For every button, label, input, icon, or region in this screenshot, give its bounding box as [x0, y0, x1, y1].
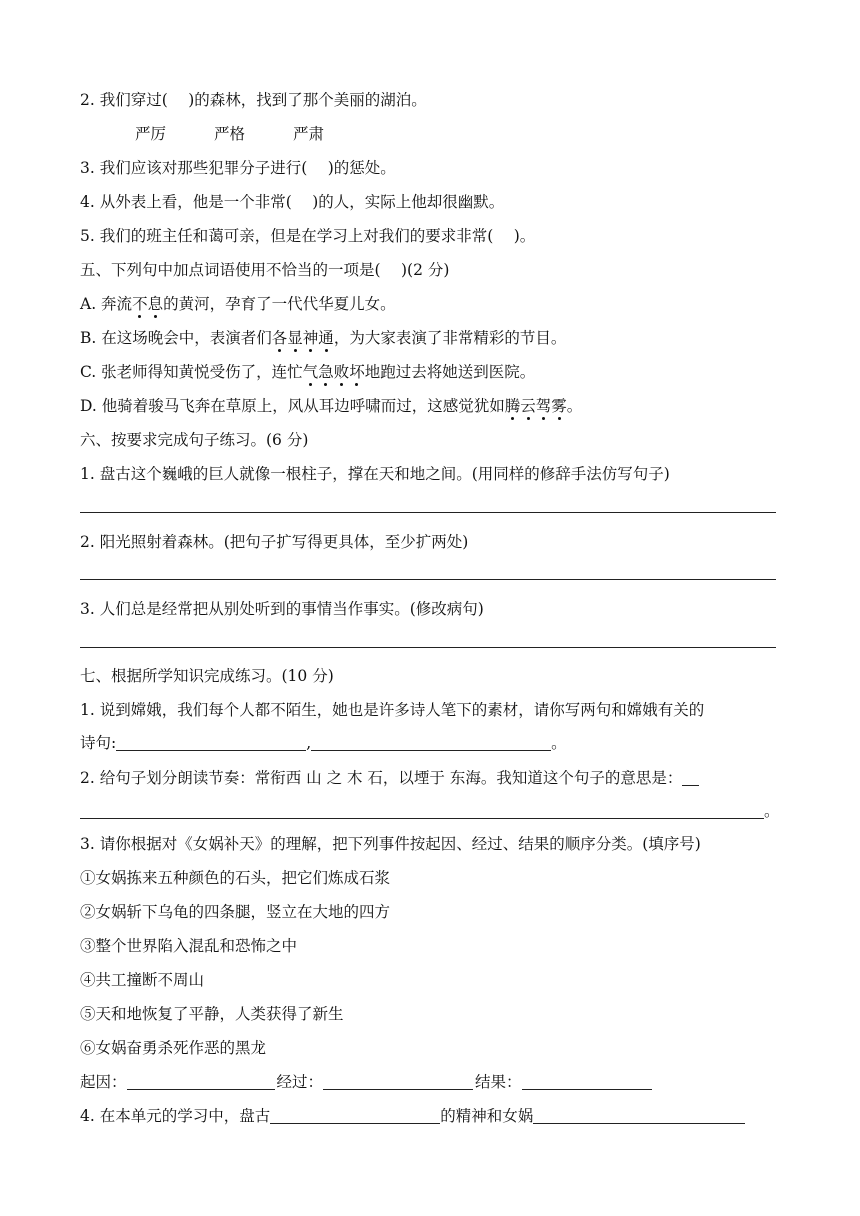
poem-blank-2[interactable]	[311, 734, 551, 751]
section-5-title: 五、下列句中加点词语使用不恰当的一项是( )(2 分)	[80, 261, 450, 279]
answer-blank[interactable]	[168, 91, 188, 109]
section-6-q3: 3. 人们总是经常把从别处听到的事情当作事实。(修改病句)	[80, 600, 484, 618]
dotted-char: 驾	[535, 397, 552, 415]
section-6-q2: 2. 阳光照射着森林。(把句子扩写得更具体，至少扩两处)	[80, 533, 469, 551]
section-7-q3: 3. 请你根据对《女娲补天》的理解，把下列事件按起因、经过、结果的顺序分类。(填序号)	[80, 835, 701, 853]
sequence-answer-row: 起因： 经过： 结果：	[80, 1072, 652, 1092]
event-item: ③整个世界陷入混乱和恐怖之中	[80, 937, 298, 955]
dotted-char: 气	[302, 363, 319, 381]
question-2: 2. 我们穿过( )的森林，找到了那个美丽的湖泊。	[80, 91, 427, 109]
answer-blank[interactable]	[307, 159, 327, 177]
section-7-q1-line1: 1. 说到嫦娥，我们每个人都不陌生，她也是许多诗人笔下的素材，请你写两句和嫦娥有关的	[80, 701, 705, 719]
answer-line[interactable]	[80, 579, 776, 580]
word-options	[135, 124, 372, 144]
answer-blank[interactable]	[292, 193, 312, 211]
event-item: ①女娲拣来五种颜色的石头，把它们炼成石浆	[80, 869, 391, 887]
question-5: 5. 我们的班主任和蔼可亲，但是在学习上对我们的要求非常( )。	[80, 227, 536, 245]
dotted-char: 雾	[551, 397, 567, 415]
result-blank[interactable]	[522, 1073, 652, 1090]
option-word: 严厉	[135, 125, 167, 143]
section-7-q2-line1: 2. 给句子划分朗读节奏：常衔西 山 之 木 石，以堙于 东海。我知道这个句子的意思是：	[80, 768, 699, 788]
event-item: ⑥女娲奋勇杀死作恶的黑龙	[80, 1039, 267, 1057]
section-7-q2-line2: 。	[80, 801, 780, 821]
dotted-char: 腾	[504, 397, 521, 415]
dotted-char: 神	[302, 329, 319, 347]
option-d[interactable]: D. 他骑着骏马飞奔在草原上，风从耳边呼啸而过，这感觉犹如腾云驾雾。	[80, 397, 583, 415]
question-4: 4. 从外表上看，他是一个非常( )的人，实际上他却很幽默。	[80, 193, 505, 211]
dotted-char: 通	[318, 329, 334, 347]
option-word: 严格	[214, 125, 246, 143]
meaning-blank-start[interactable]	[682, 769, 699, 786]
section-6-title: 六、按要求完成句子练习。(6 分)	[80, 431, 309, 449]
cause-blank[interactable]	[127, 1073, 275, 1090]
dotted-char: 急	[318, 363, 334, 381]
dotted-char: 各	[271, 329, 288, 347]
dotted-char: 云	[520, 397, 536, 415]
process-blank[interactable]	[323, 1073, 473, 1090]
option-a[interactable]: A. 奔流不息的黄河，孕育了一代代华夏儿女。	[80, 295, 396, 313]
dotted-char: 坏	[349, 363, 365, 381]
option-word: 严肃	[293, 125, 325, 143]
dotted-char: 不	[132, 295, 148, 313]
answer-blank[interactable]	[493, 227, 513, 245]
section-7-title: 七、根据所学知识完成练习。(10 分)	[80, 667, 334, 685]
dotted-char: 显	[287, 329, 303, 347]
option-b[interactable]: B. 在这场晚会中，表演者们各显神通，为大家表演了非常精彩的节目。	[80, 329, 567, 347]
dotted-char: 败	[333, 363, 350, 381]
answer-line[interactable]	[80, 647, 776, 648]
meaning-blank[interactable]	[80, 802, 764, 819]
poem-blank-1[interactable]	[116, 734, 306, 751]
event-item: ⑤天和地恢复了平静，人类获得了新生	[80, 1005, 344, 1023]
event-item: ②女娲斩下乌龟的四条腿，竖立在大地的四方	[80, 903, 391, 921]
pangu-spirit-blank[interactable]	[270, 1107, 440, 1124]
section-7-q4: 4. 在本单元的学习中，盘古 的精神和女娲	[80, 1106, 745, 1126]
nuwa-spirit-blank[interactable]	[533, 1107, 745, 1124]
answer-line[interactable]	[80, 512, 776, 513]
question-3: 3. 我们应该对那些犯罪分子进行( )的惩处。	[80, 159, 396, 177]
dotted-char: 息	[147, 295, 164, 313]
event-item: ④共工撞断不周山	[80, 971, 205, 989]
section-6-q1: 1. 盘古这个巍峨的巨人就像一根柱子，撑在天和地之间。(用同样的修辞手法仿写句子)	[80, 465, 670, 483]
option-c[interactable]: C. 张老师得知黄悦受伤了，连忙气急败坏地跑过去将她送到医院。	[80, 363, 536, 381]
section-7-q1-line2: 诗句: , 。	[80, 734, 567, 752]
